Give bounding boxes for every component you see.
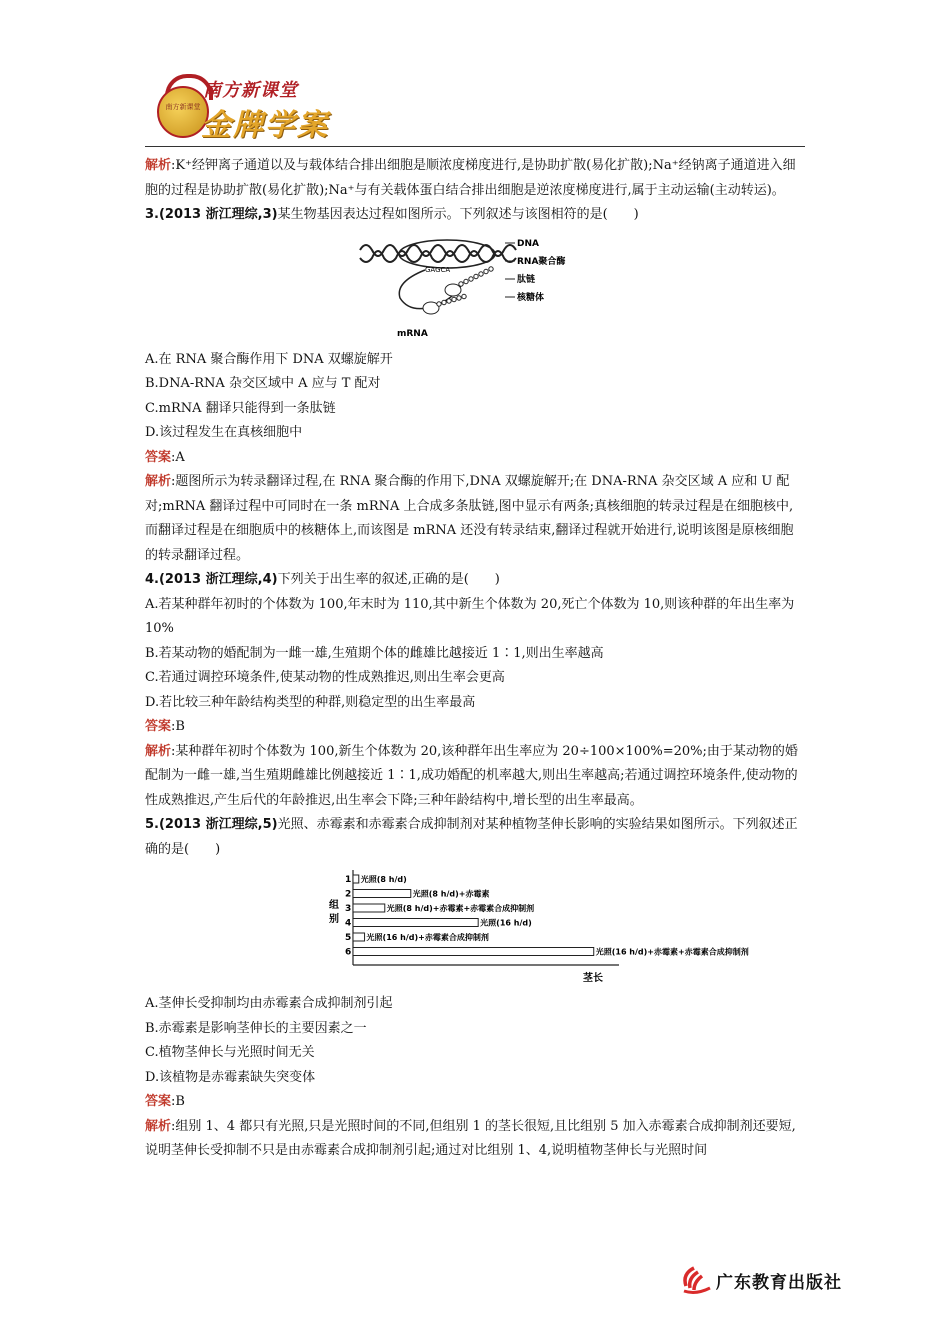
figure-label-peptide: 肽链 bbox=[517, 274, 536, 285]
figure-label-rnap: RNA聚合酶 bbox=[517, 256, 566, 267]
analysis-paragraph bbox=[145, 470, 805, 568]
figure-label-ribosome: 核糖体 bbox=[517, 292, 545, 303]
peptide-bead bbox=[474, 274, 478, 278]
peptide-bead bbox=[484, 269, 488, 273]
peptide-bead bbox=[457, 295, 461, 299]
answer-tag: 答案 bbox=[145, 719, 172, 734]
bar bbox=[353, 890, 411, 898]
answer-tag: 答案 bbox=[145, 449, 172, 465]
header-divider bbox=[145, 146, 805, 147]
bar-label: 光照(8 h/d) bbox=[360, 875, 407, 884]
bar-label: 光照(16 h/d) bbox=[480, 918, 532, 928]
ribosome bbox=[445, 284, 461, 296]
answer-line bbox=[145, 446, 805, 471]
analysis-paragraph bbox=[145, 740, 805, 814]
answer-option: B.赤霉素是影响茎伸长的主要因素之一 bbox=[145, 1020, 367, 1036]
analysis-tag: 解析 bbox=[145, 474, 172, 489]
bar-label: 光照(8 h/d)+赤霉素 bbox=[412, 889, 490, 899]
dna-strand bbox=[360, 245, 516, 256]
bar-label: 光照(16 h/d)+赤霉素+赤霉素合成抑制剂 bbox=[595, 947, 749, 957]
analysis-text: :K⁺经钾离子通道以及与载体结合排出细胞是顺浓度梯度进行,是协助扩散(易化扩散);Na⁺经钠离子通道进入细胞的过程是协助扩散(易化扩散);Na⁺与有关载体蛋白结合排出细胞是逆浓度梯度进行,属于主动运输(主动转运)。 bbox=[145, 158, 796, 198]
bar bbox=[353, 919, 478, 927]
peptide-bead bbox=[447, 298, 451, 302]
bar bbox=[353, 933, 365, 941]
brand-top-text: 南方新课堂 bbox=[203, 80, 298, 101]
peptide-bead bbox=[459, 281, 463, 285]
tick-label: 5 bbox=[345, 933, 352, 943]
publisher-footer bbox=[680, 1262, 860, 1298]
bar bbox=[353, 948, 594, 956]
question-number: 4.(2013 浙江理综,4) bbox=[145, 572, 278, 587]
base-sequence: GAGCA bbox=[425, 265, 451, 274]
answer-text: :A bbox=[171, 449, 185, 465]
answer-line bbox=[145, 715, 805, 740]
bar bbox=[353, 904, 385, 912]
question-text: 下列关于出生率的叙述,正确的是( ) bbox=[277, 572, 500, 587]
peptide-bead bbox=[442, 300, 446, 304]
answer-option: D.该植物是赤霉素缺失突变体 bbox=[145, 1069, 316, 1085]
peptide-bead bbox=[479, 271, 483, 275]
answer-option: A.茎伸长受抑制均由赤霉素合成抑制剂引起 bbox=[145, 996, 393, 1011]
question-text: 光照、赤霉素和赤霉素合成抑制剂对某种植物茎伸长影响的实验结果如图所示。下列叙述正确的是( ) bbox=[145, 817, 798, 857]
analysis-text: :某种群年初时个体数为 100,新生个体数为 20,该种群年出生率应为 20÷100×100%=20%;由于某动物的婚配制为一雌一雄,当生殖期雌雄比例越接近 1∶1,成功婚配的机率越大,则出生率越高;若通过调控环境条件,使动物的性成熟推迟,产生后代的年龄推迟,出生率会下降;三种年龄结构中,增长型的出生率最高。 bbox=[145, 743, 798, 808]
analysis-tag: 解析 bbox=[145, 1118, 172, 1134]
bar-label: 光照(16 h/d)+赤霉素合成抑制剂 bbox=[366, 933, 489, 942]
question-stem bbox=[145, 568, 805, 593]
answer-option: B.DNA-RNA 杂交区域中 A 应与 T 配对 bbox=[145, 376, 381, 391]
figure-label-mrna: mRNA bbox=[397, 328, 428, 339]
answer-option: C.mRNA 翻译只能得到一条肽链 bbox=[145, 400, 336, 416]
peptide-bead bbox=[437, 301, 441, 305]
peptide-bead bbox=[469, 276, 473, 280]
bar-label: 光照(8 h/d)+赤霉素+赤霉素合成抑制剂 bbox=[386, 904, 535, 913]
analysis-paragraph bbox=[145, 1115, 805, 1164]
page-header bbox=[145, 72, 805, 148]
figure-label-dna: DNA bbox=[517, 238, 539, 249]
bar bbox=[353, 875, 359, 883]
analysis-tag: 解析 bbox=[145, 743, 172, 759]
x-axis-label: 茎长 bbox=[583, 973, 603, 984]
brand-main-text: 金牌学案 bbox=[201, 108, 329, 143]
answer-option: D.若比较三种年龄结构类型的种群,则稳定型的出生率最高 bbox=[145, 694, 476, 710]
document-body bbox=[145, 154, 805, 1164]
publisher-logo-icon bbox=[680, 1262, 714, 1296]
answer-line bbox=[145, 1090, 805, 1115]
answer-option: C.若通过调控环境条件,使某动物的性成熟推迟,则出生率会更高 bbox=[145, 670, 505, 685]
answer-option: A.若某种群年初时的个体数为 100,年末时为 110,其中新生个体数为 20,死亡个体数为 10,则该种群的年出生率为 10% bbox=[145, 596, 795, 636]
question-number: 5.(2013 浙江理综,5) bbox=[145, 817, 278, 832]
peptide-bead bbox=[462, 294, 466, 298]
tick-label: 6 bbox=[345, 947, 352, 958]
y-axis-label: 别 bbox=[329, 914, 339, 925]
peptide-bead bbox=[489, 266, 493, 270]
publisher-name: 广东教育出版社 bbox=[716, 1273, 842, 1293]
peptide-bead bbox=[452, 297, 456, 301]
y-axis-label: 组 bbox=[329, 900, 339, 911]
question-number: 3.(2013 浙江理综,3) bbox=[145, 207, 278, 222]
logo-badge-icon: 南方新课堂 bbox=[157, 86, 209, 138]
stem-length-chart bbox=[325, 866, 749, 986]
answer-option: C.植物茎伸长与光照时间无关 bbox=[145, 1045, 315, 1060]
analysis-text: :组别 1、4 都只有光照,只是光照时间的不同,但组别 1 的茎长很短,且比组别 5 加入赤霉素合成抑制剂还要短,说明茎伸长受抑制不只是由赤霉素合成抑制剂引起;通过对比组别 1、4,说明植物茎伸长与光照时间 bbox=[145, 1118, 796, 1158]
answer-option: A.在 RNA 聚合酶作用下 DNA 双螺旋解开 bbox=[145, 351, 393, 367]
peptide-bead bbox=[464, 279, 468, 283]
answer-text: :B bbox=[171, 1094, 185, 1109]
tick-label: 1 bbox=[345, 875, 352, 885]
question-text: 某生物基因表达过程如图所示。下列叙述与该图相符的是( ) bbox=[277, 207, 639, 222]
answer-text: :B bbox=[171, 719, 185, 734]
question-stem bbox=[145, 203, 805, 228]
answer-option: B.若某动物的婚配制为一雌一雄,生殖期个体的雌雄比越接近 1∶1,则出生率越高 bbox=[145, 645, 604, 661]
gene-expression-figure bbox=[355, 232, 595, 342]
question-stem bbox=[145, 813, 805, 862]
tick-label: 2 bbox=[345, 889, 352, 900]
answer-option: D.该过程发生在真核细胞中 bbox=[145, 425, 303, 440]
tick-label: 3 bbox=[345, 904, 352, 914]
analysis-paragraph bbox=[145, 154, 805, 203]
answer-tag: 答案 bbox=[145, 1094, 172, 1109]
tick-label: 4 bbox=[345, 918, 352, 929]
analysis-tag: 解析 bbox=[145, 158, 172, 173]
analysis-text: :题图所示为转录翻译过程,在 RNA 聚合酶的作用下,DNA 双螺旋解开;在 DNA-RNA 杂交区域 A 应和 U 配对;mRNA 翻译过程中可同时在一条 mRNA 上合成多条肽链,图中显示有两条;真核细胞的转录过程是在细胞核中,而翻译过程是在细胞质中的核糖体上,而该图是 mRNA 还没有转录结束,翻译过程就开始进行,说明该图是原核细胞的转录翻译过程。 bbox=[145, 474, 794, 563]
